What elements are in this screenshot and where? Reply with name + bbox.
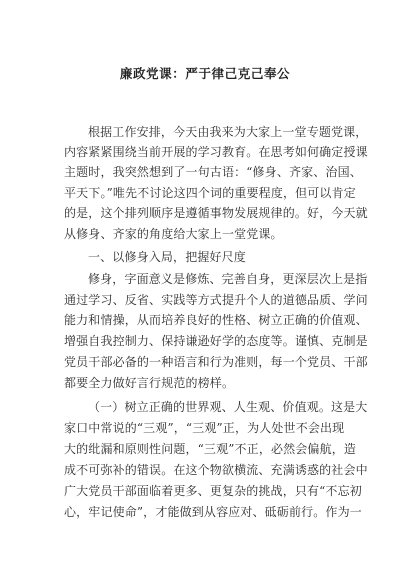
paragraph-line: 都要全力做好言行规范的榜样。	[64, 376, 235, 390]
paragraph-line: 的是，这个排列顺序是遵循事物发展规律的。好，今天就	[64, 206, 368, 220]
paragraph-line: 内容紧紧围绕当前开展的学习教育。在思考如何确定授课	[64, 145, 368, 159]
paragraph-line: 主题时，我突然想到了一句古语：“修身、齐家、治国、	[64, 165, 362, 179]
paragraph-line: （一）树立正确的世界观、人生观、价值观。这是大	[88, 400, 368, 414]
paragraph-line: 从修身、齐家的角度给大家上一堂党课。	[64, 227, 283, 241]
paragraph-line: 能力和情操，从而培养良好的性格、树立正确的价值观、	[64, 313, 368, 327]
section-heading: 一、以修身入局，把握好尺度	[88, 250, 246, 264]
paragraph-line: 大的纰漏和原则性问题，“三观”不正，必然会偏航，造	[64, 442, 357, 456]
document-title: 廉政党课：严于律己克己奉公	[119, 66, 291, 81]
paragraph-line: 根据工作安排，今天由我来为大家上一堂专题党课，	[88, 125, 368, 139]
paragraph-line: 家口中常说的“三观”，“三观”正，为人处世不会出现	[64, 421, 345, 435]
paragraph-line: 修身，字面意义是修炼、完善自身，更深层次上是指	[88, 272, 368, 286]
paragraph-line: 成不可弥补的错误。在这个物欲横流、充满诱惑的社会中	[64, 463, 368, 477]
paragraph-line: 广大党员干部面临着更多、更复杂的挑战，只有“不忘初	[64, 484, 362, 498]
paragraph-line: 通过学习、反省、实践等方式提升个人的道德品质、学问	[64, 293, 368, 307]
paragraph-line: 心，牢记使命”，才能做到从容应对、砥砺前行。作为一	[64, 505, 362, 519]
paragraph-line: 平天下。”唯先不讨论这四个词的重要程度，但可以肯定	[64, 186, 356, 200]
paragraph-line: 党员干部必备的一种语言和行为准则，每一个党员、干部	[64, 355, 368, 369]
paragraph-line: 增强自我控制力、保持谦逊好学的态度等。谨慎、克制是	[64, 334, 368, 348]
